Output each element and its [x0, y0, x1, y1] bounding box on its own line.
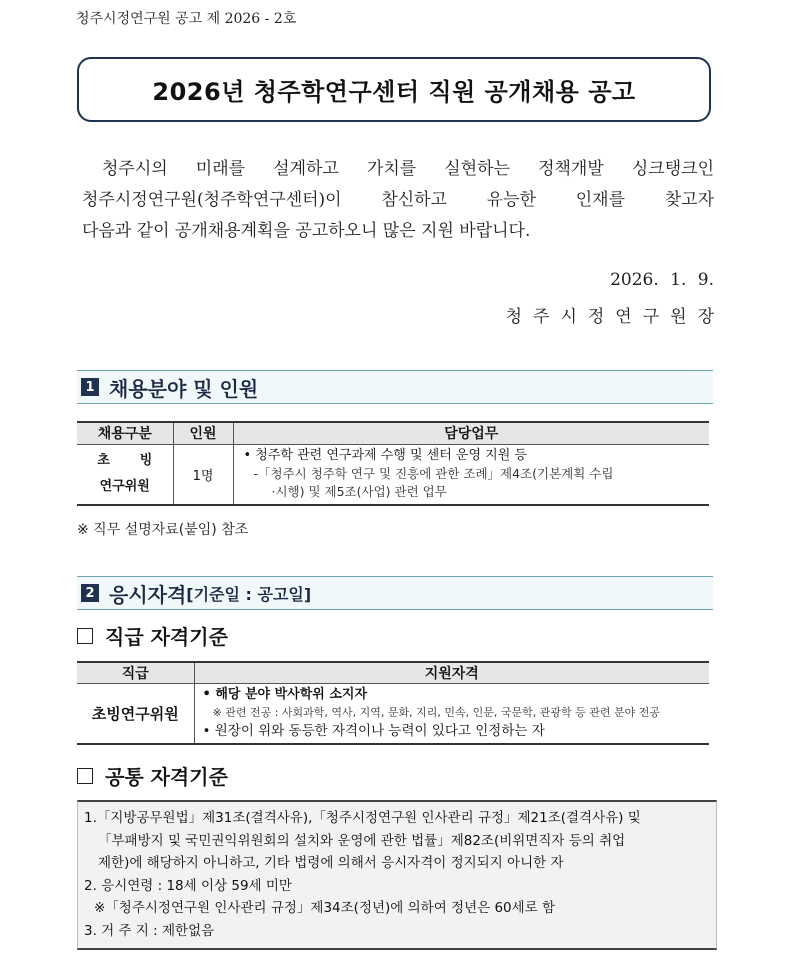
table-header-row — [77, 422, 709, 444]
section-1-header — [77, 370, 713, 404]
signer: 청주시정연구원장 — [505, 307, 725, 327]
section-2-subtitle: [기준일 : 공고일] — [186, 584, 312, 604]
common-item-3: 3. 거 주 지 : 제한없음 — [84, 922, 215, 939]
section-1-number: 1 — [81, 378, 99, 396]
category-line-1: 초빙 — [97, 453, 183, 469]
intro-line-2: 청주시정연구원(청주학연구센터)이 참신하고 유능한 인재를 찾고자 — [82, 190, 714, 210]
common-criteria-box — [77, 800, 717, 950]
intro-line-3: 다음과 같이 공개채용계획을 공고하오니 많은 지원 바랍니다. — [82, 221, 531, 241]
header-category: 채용구분 — [77, 422, 173, 444]
qualification-note: ※ 관련 전공 : 사회과학, 역사, 지역, 문화, 지리, 민속, 인문, 국문학, 관광학 등 관련 분야 전공 — [212, 706, 660, 720]
common-criteria-heading — [77, 761, 228, 790]
duty-main: • 청주학 관련 연구과제 수행 및 센터 운영 지원 등 — [243, 448, 527, 464]
grade-criteria-label: 직급 자격기준 — [105, 625, 228, 649]
section-1-title: 채용분야 및 인원 — [109, 376, 259, 401]
common-criteria-label: 공통 자격기준 — [105, 765, 228, 789]
checkbox-icon — [77, 768, 93, 784]
job-description-note: ※ 직무 설명자료(붙임) 참조 — [77, 522, 249, 538]
qualification-2: • 원장이 위와 동등한 자격이나 능력이 있다고 인정하는 자 — [202, 723, 545, 740]
intro-line-1: 청주시의 미래를 설계하고 가치를 실현하는 정책개발 싱크탱크인 — [102, 159, 714, 179]
document-number: 청주시정연구원 공고 제 2026 - 2호 — [76, 11, 297, 27]
qualification-1: • 해당 분야 박사학위 소지자 — [202, 687, 368, 703]
table-row — [77, 444, 709, 505]
page-title: 2026년 청주학연구센터 직원 공개채용 공고 — [152, 78, 636, 106]
header-duty: 담당업무 — [233, 422, 709, 444]
checkbox-icon — [77, 628, 93, 644]
duty-sub-1: -「청주시 청주학 연구 및 진흥에 관한 조례」제4조(기본계획 수립 — [253, 466, 614, 482]
category-line-2: 연구위원 — [99, 479, 150, 495]
table-row — [77, 684, 709, 744]
section-2-number: 2 — [81, 584, 99, 602]
grade-criteria-heading — [77, 621, 228, 650]
common-item-1-line-2: 「부패방지 및 국민권익위원회의 설치와 운영에 관한 법률」제82조(비위면직자 등의 취업 — [98, 832, 626, 849]
header-position: 직급 — [77, 662, 194, 684]
qualification-table — [77, 661, 709, 745]
announcement-date: 2026. 1. 9. — [610, 270, 714, 290]
common-item-1-line-1: 1.「지방공무원법」제31조(결격사유),「청주시정연구원 인사관리 규정」제21조(결격사유) 및 — [84, 810, 641, 826]
common-item-1-line-3: 제한)에 해당하지 아니하고, 기타 법령에 의해서 응시자격이 정지되지 아니한 자 — [98, 855, 564, 871]
section-2-title: 응시자격 — [109, 582, 187, 607]
recruitment-table — [77, 421, 709, 506]
count-cell: 1명 — [173, 444, 233, 505]
title-box — [77, 57, 711, 122]
qualification-cell — [194, 684, 709, 744]
common-item-2: 2. 응시연령 : 18세 이상 59세 미만 — [84, 877, 292, 894]
intro-paragraph — [82, 154, 714, 247]
header-qualification: 지원자격 — [194, 662, 709, 684]
duty-cell — [233, 444, 709, 505]
section-2-header — [77, 576, 713, 610]
category-cell — [77, 444, 183, 505]
position-cell: 초빙연구위원 — [77, 684, 194, 744]
header-count: 인원 — [173, 422, 233, 444]
common-item-2-note: ※「청주시정연구원 인사관리 규정」제34조(정년)에 의하여 정년은 60세로 함 — [94, 900, 556, 916]
duty-sub-2: ·시행) 및 제5조(사업) 관련 업무 — [271, 484, 447, 500]
table-header-row — [77, 662, 709, 684]
